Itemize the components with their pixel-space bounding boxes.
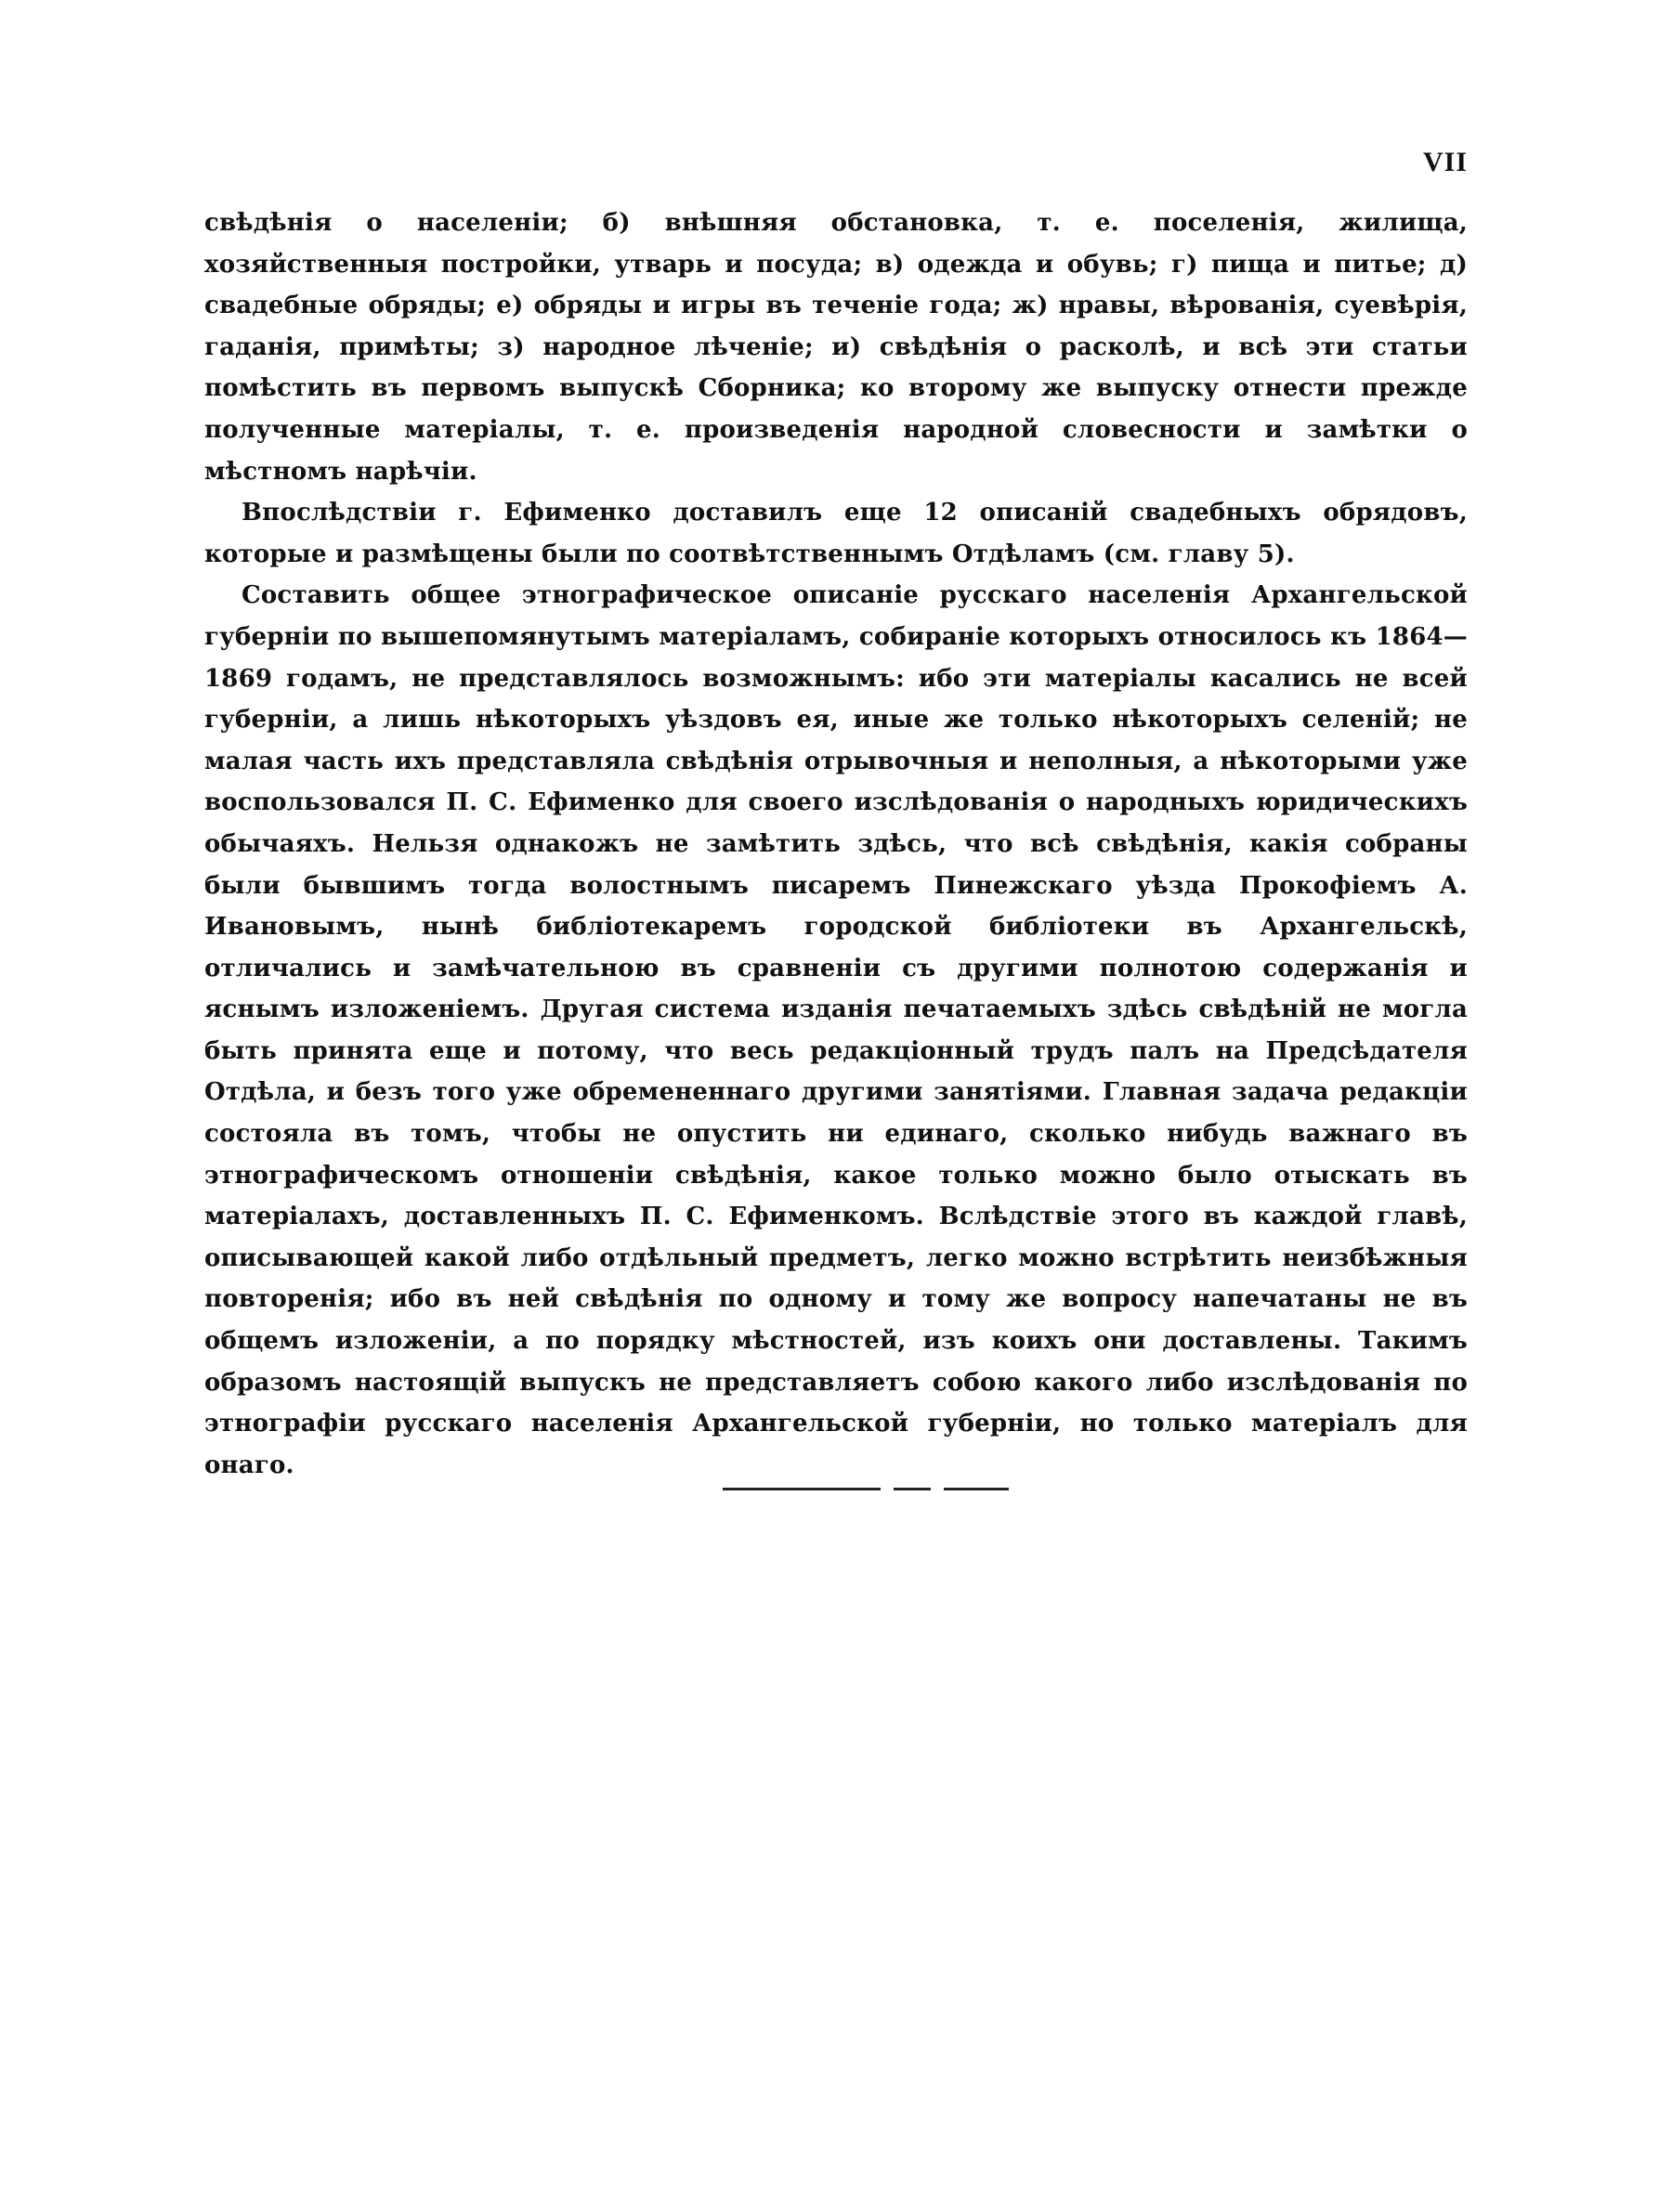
paragraph-3: Составить общее этнографическое описаніе русскаго населенія Архангельской губерніи по вышепомянутымъ матеріаламъ, собираніе которыхъ относилось къ 1864—1869 годамъ, не представлялось возможнымъ: ибо эти матеріалы касались не всей губерніи, а лишь нѣкоторыхъ уѣздовъ ея, иные же только нѣкоторыхъ селеній; не малая часть ихъ представляла свѣдѣнія отрывочныя и неполныя, а нѣкоторыми уже воспользовался П. С. Ефименко для своего изслѣдованія о народныхъ юридическихъ обычаяхъ. Нельзя однакожъ не замѣтить здѣсь, что всѣ свѣдѣнія, какія собраны были бывшимъ тогда волостнымъ писаремъ Пинежскаго уѣзда Прокофіемъ А. Ивановымъ, нынѣ библіотекаремъ городской библіотеки въ Архангельскѣ, отличались и замѣчательною въ сравненіи съ другими полнотою содержанія и яснымъ изложеніемъ. Другая система изданія печатаемыхъ здѣсь свѣдѣній не могла быть принята еще и потому, что весь редакціонный трудъ палъ на Предсѣдателя Отдѣла, и безъ того уже обремененнаго другими занятіями. Главная задача редакціи состояла въ томъ, чтобы не опустить ни единаго, сколько нибудь важнаго въ этнографическомъ отношеніи свѣдѣнія, какое только можно было отыскать въ матеріалахъ, доставленныхъ П. С. Ефименкомъ. Вслѣдствіе этого въ каждой главѣ, описывающей какой либо отдѣльный предметъ, легко можно встрѣтить неизбѣжныя повторенія; ибо въ ней свѣдѣнія по одному и тому же вопросу напечатаны не въ общемъ изложеніи, а по порядку мѣстностей, изъ коихъ они доставлены. Такимъ образомъ настоящій выпускъ не представляетъ собою какого либо изслѣдованія по этнографіи русскаго населенія Архангельской губерніи, но только матеріалъ для онаго. xyxy=(204,581,1468,1479)
paragraph-2: Впослѣдствіи г. Ефименко доставилъ еще 12 описаній свадебныхъ обрядовъ, которые и размѣщены были по соотвѣтственнымъ Отдѣламъ (см. главу 5). xyxy=(204,499,1468,568)
section-divider xyxy=(723,1488,1009,1490)
paragraph-1: свѣдѣнія о населеніи; б) внѣшняя обстановка, т. е. поселенія, жилища, хозяйственныя постройки, утварь и посуда; в) одежда и обувь; г) пища и питье; д) свадебные обряды; е) обряды и игры въ теченіе года; ж) нравы, вѣрованія, суевѣрія, гаданія, примѣты; з) народное лѣченіе; и) свѣдѣнія о расколѣ, и всѣ эти статьи помѣстить въ первомъ выпускѣ Сборника; ко второму же выпуску отнести прежде полученные матеріалы, т. е. произведенія народной словесности и замѣтки о мѣстномъ нарѣчіи. xyxy=(204,209,1468,486)
page-number: VII xyxy=(1423,147,1469,177)
body-text xyxy=(204,202,1468,1486)
